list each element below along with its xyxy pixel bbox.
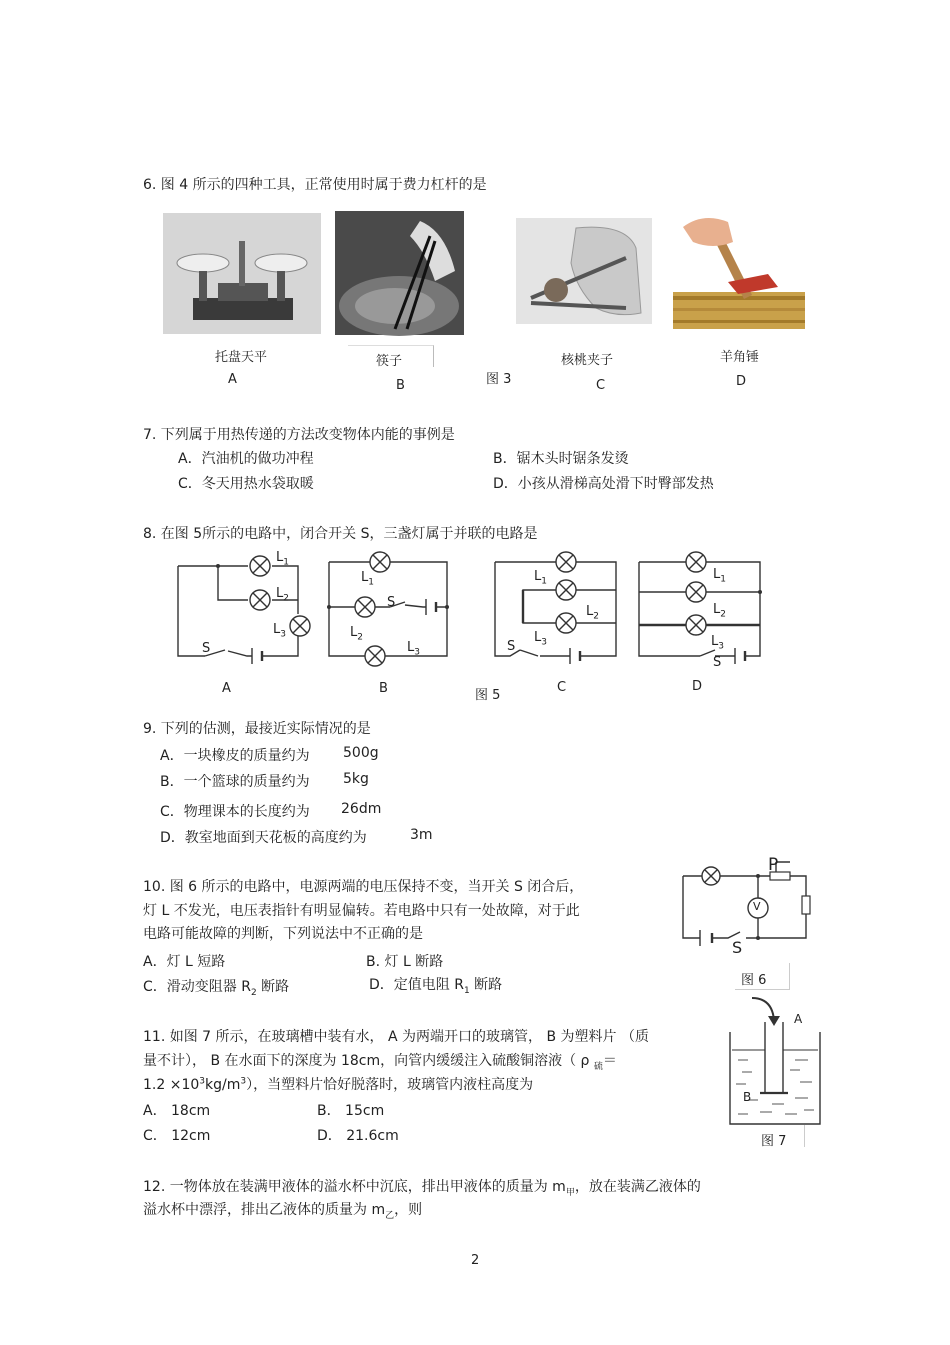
- q11-option-c: C． 12cm: [143, 1128, 211, 1144]
- tool-letter-c: C: [596, 378, 606, 393]
- a-l1: $L_1$: [276, 550, 289, 568]
- q9-option-d-label: D．教室地面到天花板的高度约为: [160, 830, 367, 846]
- q7-option-d: D．小孩从滑梯高处滑下时臀部发热: [493, 476, 714, 492]
- q7-stem: 7. 下列属于用热传递的方法改变物体内能的事例是: [143, 427, 455, 443]
- d-switch-label: S: [713, 655, 722, 670]
- q10-line3: 电路可能故障的判断，下列说法中不正确的是: [143, 926, 423, 942]
- q10-line1: 10. 图 6 所示的电路中，电源两端的电压保持不变，当开关 S 闭合后，: [143, 879, 584, 895]
- q9-option-a-label: A．一块橡皮的质量约为: [160, 748, 310, 764]
- q9-option-b-label: B．一个篮球的质量约为: [160, 774, 310, 790]
- q7-option-b: B．锯木头时锯条发烫: [493, 451, 629, 467]
- circuit-letter-c: C: [557, 680, 567, 695]
- tool-name-d: 羊角锤: [720, 350, 760, 365]
- b-l1: $L_1$: [361, 570, 374, 588]
- q8-stem: 8. 在图 5所示的电路中，闭合开关 S，三盏灯属于并联的电路是: [143, 526, 538, 542]
- d-l1: $L_1$: [713, 567, 726, 585]
- fig7-caption: 图 7: [761, 1134, 787, 1149]
- page-number: 2: [471, 1253, 480, 1268]
- c-l3: $L_3$: [534, 630, 547, 648]
- q10-option-b: B. 灯 L 断路: [366, 954, 444, 970]
- q9-option-c-value: 26dm: [341, 801, 382, 817]
- d-l3: $L_3$: [711, 634, 724, 652]
- fig7-tube-label: A: [794, 1012, 803, 1026]
- fig7-plate-label: B: [743, 1090, 752, 1104]
- q11-option-b: B． 15cm: [317, 1103, 385, 1119]
- tool-name-a: 托盘天平: [215, 350, 268, 365]
- q12-line2: 溢水杯中漂浮，排出乙液体的质量为 $m_乙$，则: [143, 1202, 423, 1221]
- q7-option-c: C．冬天用热水袋取暖: [178, 476, 314, 492]
- fig6-slider-label: P: [768, 855, 779, 875]
- b-l2: $L_2$: [350, 625, 363, 643]
- q10-option-c: C．滑动变阻器 $R_2$ 断路: [143, 979, 290, 998]
- tool-letter-b: B: [396, 378, 405, 393]
- fig5-caption: 图 5: [475, 688, 501, 703]
- q11-line3: $1.2 \times 10^3kg/m^3$），当塑料片恰好脱落时，玻璃管内液柱高度为: [143, 1076, 534, 1093]
- q12-line1: 12. 一物体放在装满甲液体的溢水杯中沉底，排出甲液体的质量为 $m_甲$，放在装满乙液体的: [143, 1179, 701, 1198]
- circuit-letter-a: A: [222, 681, 231, 696]
- c-l1: $L_1$: [534, 569, 547, 587]
- q9-option-c-label: C．物理课本的长度约为: [160, 804, 310, 820]
- q11-option-d: D． 21.6cm: [317, 1128, 399, 1144]
- q11-line2: 量不计）， B 在水面下的深度为 18cm，向管内缓缓注入硫酸铜溶液（ ρ $_硫$＝: [143, 1053, 617, 1072]
- c-switch-label: S: [507, 639, 516, 654]
- q6-stem: 6. 图 4 所示的四种工具，正常使用时属于费力杠杆的是: [143, 177, 487, 193]
- q9-stem: 9. 下列的估测，最接近实际情况的是: [143, 721, 371, 737]
- circuit-letter-b: B: [379, 681, 388, 696]
- q10-option-a: A．灯 L 短路: [143, 954, 226, 970]
- a-l2: $L_2$: [276, 586, 289, 604]
- fig6-caption: 图 6: [741, 973, 767, 988]
- q11-option-a: A． 18cm: [143, 1103, 211, 1119]
- a-switch-label: S: [202, 641, 211, 656]
- c-l2: $L_2$: [586, 604, 599, 622]
- a-l3: $L_3$: [273, 622, 286, 640]
- tool-name-c: 核桃夹子: [561, 353, 614, 368]
- fig3-caption: 图 3: [486, 372, 512, 387]
- q10-option-d: D．定值电阻 $R_1$ 断路: [369, 977, 503, 996]
- q9-option-d-value: 3m: [410, 827, 433, 843]
- d-l2: $L_2$: [713, 602, 726, 620]
- tool-letter-a: A: [228, 372, 237, 387]
- q9-option-b-value: 5kg: [343, 771, 369, 787]
- tool-name-b: 筷子: [376, 354, 403, 369]
- circuit-letter-d: D: [692, 679, 703, 694]
- q10-line2: 灯 L 不发光，电压表指针有明显偏转。若电路中只有一处故障，对于此: [143, 903, 580, 919]
- voltmeter-label: V: [753, 900, 761, 913]
- tool-letter-d: D: [736, 374, 747, 389]
- q7-option-a: A．汽油机的做功冲程: [178, 451, 314, 467]
- b-l3: $L_3$: [407, 640, 420, 658]
- fig6-switch-label: S: [732, 938, 743, 957]
- q11-line1: 11. 如图 7 所示，在玻璃槽中装有水， A 为两端开口的玻璃管， B 为塑料片 （质: [143, 1029, 649, 1045]
- b-switch-label: S: [387, 595, 396, 610]
- q9-option-a-value: 500g: [343, 745, 379, 761]
